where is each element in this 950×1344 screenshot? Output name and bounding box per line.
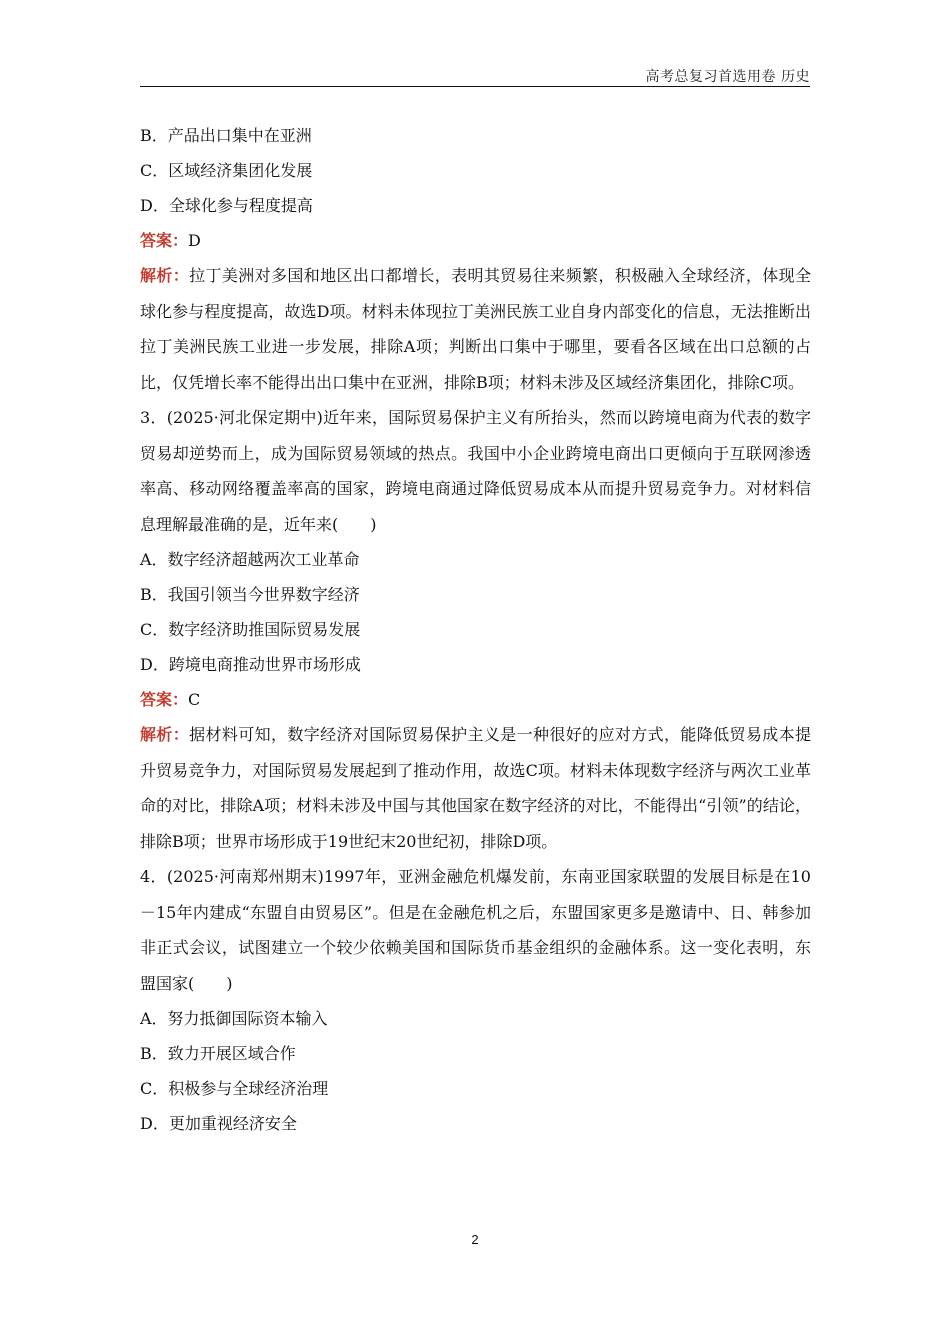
analysis-text: 据材料可知，数字经济对国际贸易保护主义是一种很好的应对方式，能降低贸易成本提升贸易竞争力，对国际贸易发展起到了推动作用，故选C项。材料未体现数字经济与两次工业革命的对比，排除A项；材料未涉及中国与其他国家在数字经济的对比，不能得出“引领”的结论，排除B项；世界市场形成于19世纪末20世纪初，排除D项。	[140, 725, 811, 851]
analysis-label: 解析：	[140, 266, 190, 285]
q2-analysis	[140, 258, 811, 400]
question-4	[140, 859, 811, 1141]
q3-option-b: B．我国引领当今世界数字经济	[140, 585, 360, 604]
q4-option-a: A．努力抵御国际资本输入	[140, 1009, 328, 1028]
q3-option-c: C．数字经济助推国际贸易发展	[140, 620, 361, 639]
answer-value: C	[188, 690, 201, 709]
question-2	[140, 118, 811, 400]
answer-label: 答案：	[140, 231, 189, 250]
q2-option-b: B．产品出口集中在亚洲	[140, 126, 312, 145]
q3-analysis	[140, 717, 811, 859]
question-3	[140, 400, 811, 859]
q3-option-d: D．跨境电商推动世界市场形成	[140, 655, 361, 674]
q4-option-b: B．致力开展区域合作	[140, 1044, 296, 1063]
answer-label: 答案：	[140, 690, 189, 709]
q4-option-c: C．积极参与全球经济治理	[140, 1079, 329, 1098]
q2-answer	[140, 223, 811, 258]
q3-option-a: A．数字经济超越两次工业革命	[140, 550, 360, 569]
q3-stem: 3．(2025·河北保定期中)近年来，国际贸易保护主义有所抬头，然而以跨境电商为代表的数字贸易却逆势而上，成为国际贸易领域的热点。我国中小企业跨境电商出口更倾向于互联网渗透率高、移动网络覆盖率高的国家，跨境电商通过降低贸易成本从而提升贸易竞争力。对材料信息理解最准确的是，近年来( )	[140, 408, 811, 534]
q4-option-d: D．更加重视经济安全	[140, 1114, 297, 1133]
q3-answer	[140, 682, 811, 717]
header-title: 高考总复习首选用卷 历史	[645, 69, 810, 85]
page-content	[140, 118, 811, 1141]
analysis-text: 拉丁美洲对多国和地区出口都增长，表明其贸易往来频繁，积极融入全球经济，体现全球化参与程度提高，故选D项。材料未体现拉丁美洲民族工业自身内部变化的信息，无法推断出拉丁美洲民族工业进一步发展，排除A项；判断出口集中于哪里，要看各区域在出口总额的占比，仅凭增长率不能得出出口集中在亚洲，排除B项；材料未涉及区域经济集团化，排除C项。	[140, 266, 811, 392]
answer-value: D	[188, 231, 201, 250]
analysis-label: 解析：	[140, 725, 190, 744]
header-rule	[140, 86, 810, 87]
q2-option-c: C．区域经济集团化发展	[140, 161, 313, 180]
page-number: 2	[471, 1232, 479, 1247]
q4-stem: 4．(2025·河南郑州期末)1997年，亚洲金融危机爆发前，东南亚国家联盟的发展目标是在10－15年内建成“东盟自由贸易区”。但是在金融危机之后，东盟国家更多是邀请中、日、韩参加非正式会议，试图建立一个较少依赖美国和国际货币基金组织的金融体系。这一变化表明，东盟国家( )	[140, 867, 811, 993]
q2-option-d: D．全球化参与程度提高	[140, 196, 313, 215]
